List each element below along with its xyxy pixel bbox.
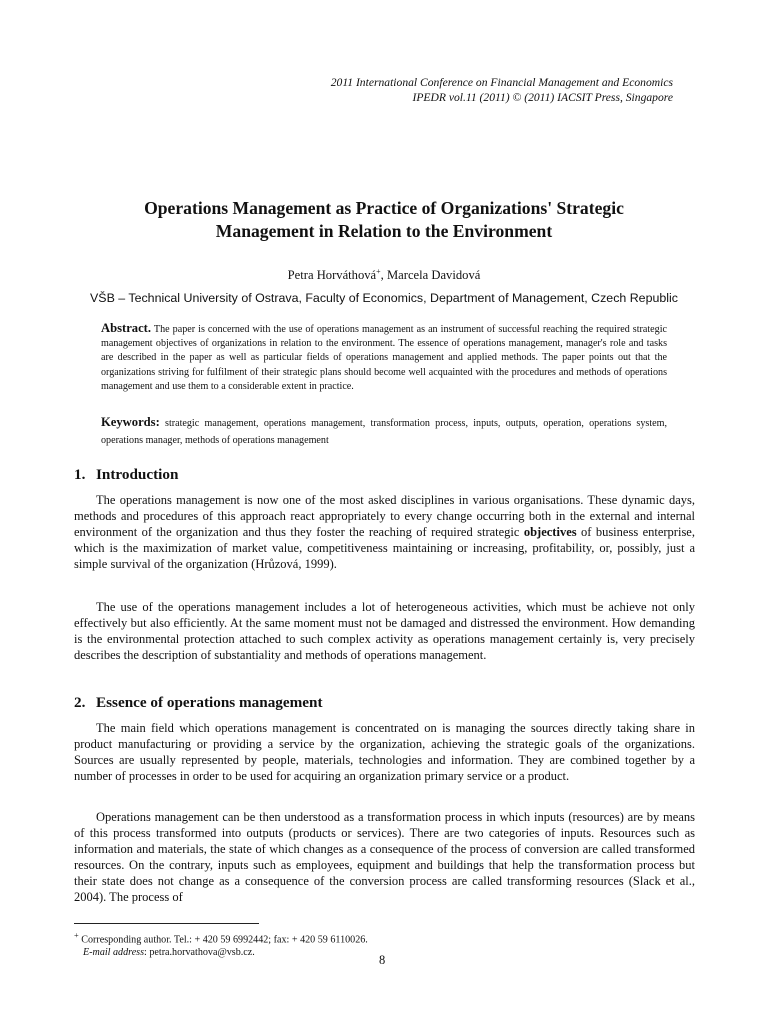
author-2: Marcela Davidová bbox=[386, 268, 481, 283]
title-line-2: Management in Relation to the Environment bbox=[215, 221, 553, 241]
paragraph: Operations management can be then understood as a transformation process in which inputs (resources) are by means of this process transformed into outputs (products or services). There are two categories of inputs. Resources such as information and materials, the state of which changes as a consequence of the process of conversion are called transformed resources. On the contrary, inputs such as employees, equipment and buildings that help the transformation process but their state does not change as a consequence of the conversion process are called transforming resources (Slack et al., 2004). The process of bbox=[74, 810, 695, 905]
paper-title bbox=[74, 197, 694, 243]
section-heading-essence bbox=[74, 694, 323, 712]
section-number: 2. bbox=[74, 694, 86, 711]
paragraph-text: The operations management is now one of the most asked disciplines in various organisations. These dynamic days, methods and procedures of this approach react appropriately to every change occurring both in the external and internal environment of the organization and thus they foster the reaching of required strategic bbox=[74, 493, 695, 540]
section-title: Introduction bbox=[96, 466, 179, 483]
footnote bbox=[74, 929, 368, 959]
author-separator: , bbox=[380, 268, 387, 283]
footnote-contact bbox=[74, 929, 368, 946]
footnote-marker: + bbox=[74, 931, 79, 940]
conference-line-1: 2011 International Conference on Financial Management and Economics bbox=[330, 76, 673, 89]
conference-header bbox=[331, 76, 673, 105]
page-number: 8 bbox=[379, 953, 386, 967]
abstract-label: Abstract. bbox=[101, 321, 152, 335]
keywords bbox=[101, 414, 667, 449]
abstract bbox=[101, 321, 667, 394]
footnote-text: Corresponding author. Tel.: + 420 59 6992442; fax: + 420 59 6110026. bbox=[78, 934, 368, 946]
paragraph bbox=[74, 492, 695, 572]
author-list bbox=[74, 264, 694, 283]
paragraph-text-continued: of business enterprise, which is the maximization of market value, competitiveness maintaining or increasing, profitability, or, possibly, just a simple survival of the organization (Hrůzová, 1999). bbox=[74, 525, 695, 572]
corresponding-marker: + bbox=[376, 267, 381, 276]
section-heading-introduction bbox=[74, 466, 178, 484]
section-title: Essence of operations management bbox=[96, 694, 323, 711]
abstract-text: The paper is concerned with the use of operations management as an instrument of successful reaching the required strategic management objectives of organizations in relation to the environment. The essence of operations management, manager's role and tasks are described in the paper as well as particular fields of operations management and applied methods. The paper points out that the organizations striving for fulfilment of their strategic plans should become well acquainted with the procedures and methods of operations management and use them to a considerable extent in practice. bbox=[101, 324, 667, 392]
affiliation: VŠB – Technical University of Ostrava, Faculty of Economics, Department of Management, Czech Republic bbox=[90, 291, 678, 305]
email-label: E-mail address bbox=[83, 947, 145, 959]
paragraph: The use of the operations management includes a lot of heterogeneous activities, which must be achieve not only effectively but also efficiently. At the same moment must not be damaged and distressed the environment. How demanding is the environmental protection attached to such complex activity as operations management certainly is, very precisely describes the description of substantiality and methods of operations management. bbox=[74, 600, 695, 663]
keywords-label: Keywords: bbox=[101, 415, 160, 429]
footnote-divider bbox=[74, 923, 259, 924]
author-1: Petra Horváthová bbox=[287, 268, 377, 283]
conference-line-2: IPEDR vol.11 (2011) © (2011) IACSIT Press, Singapore bbox=[412, 90, 673, 104]
footnote-email bbox=[74, 946, 368, 959]
email-address: : petra.horvathova@vsb.cz. bbox=[144, 947, 255, 959]
title-line-1: Operations Management as Practice of Organizations' Strategic bbox=[144, 198, 624, 218]
paragraph: The main field which operations management is concentrated on is managing the sources directly taking share in product manufacturing or providing a service by the organization, achieving the strategic goals of the organizations. Sources are usually represented by people, materials, technologies and information. They are combined together by a number of processes in order to be used for acquiring an organization primary service or a product. bbox=[74, 721, 695, 784]
keywords-text: strategic management, operations management, transformation process, inputs, outputs, operation, operations system, operations manager, methods of operations management bbox=[101, 418, 667, 446]
section-number: 1. bbox=[74, 466, 86, 483]
emphasis-objectives: objectives bbox=[523, 525, 577, 540]
